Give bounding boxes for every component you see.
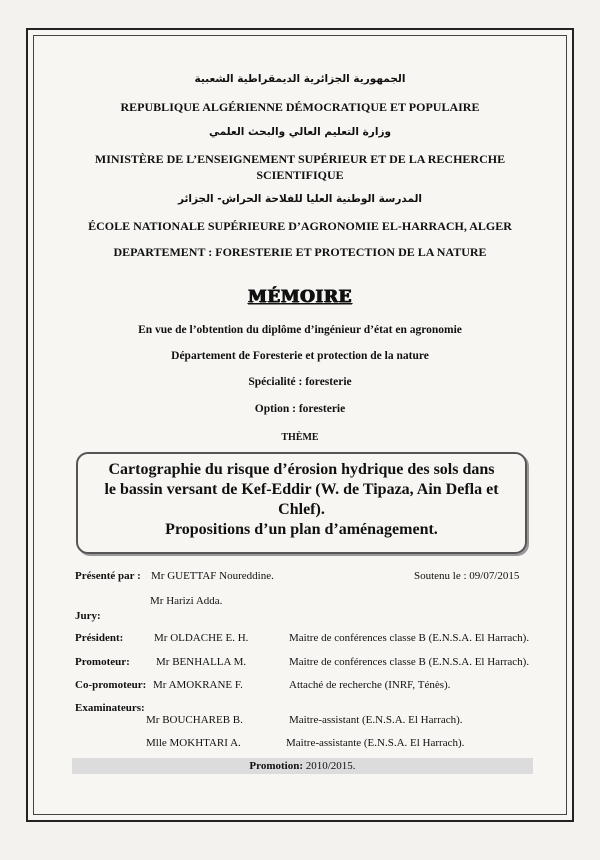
author-1: Mr GUETTAF Noureddine. [151,570,274,582]
theme-line-4: Propositions d’un plan d’aménagement. [165,521,438,538]
jury-title-promoteur: Maitre de conférences classe B (E.N.S.A. El Harrach). [289,656,530,668]
promotion-band [72,758,533,774]
theme-line-1: Cartographie du risque d’érosion hydrique des sols dans [108,461,495,478]
promotion-years: 2010/2015. [305,760,356,772]
theme-label: THÈME [281,432,319,443]
school-arabic: المدرسة الوطنية العليا للفلاحة الحراش- الجزائر [177,193,423,205]
presente-label: Présenté par : [75,570,141,582]
school-french: ÉCOLE NATIONALE SUPÉRIEURE D’AGRONOMIE EL-HARRACH, ALGER [88,219,512,233]
jury-label: Jury: [75,610,101,622]
theme-line-3: Chlef). [278,501,325,518]
ministry-arabic: وزارة التعليم العالي والبحث العلمي [208,126,392,138]
jury-title-president: Maitre de conférences classe B (E.N.S.A. El Harrach). [289,632,530,644]
examinateur-2-title: Maitre-assistante (E.N.S.A. El Harrach). [286,737,465,749]
specialite-line: Spécialité : foresterie [248,376,352,388]
diploma-purpose: En vue de l’obtention du diplôme d’ingénieur d’état en agronomie [138,324,462,336]
promotion-label: Promotion: [249,760,303,772]
examinateur-1-name: Mr BOUCHAREB B. [146,714,243,726]
option-line: Option : foresterie [254,403,346,415]
republic-french: REPUBLIQUE ALGÉRIENNE DÉMOCRATIQUE ET POPULAIRE [120,100,480,114]
jury-name-promoteur: Mr BENHALLA M. [156,656,247,668]
jury-name-copromoteur: Mr AMOKRANE F. [153,679,243,691]
department-header: DEPARTEMENT : FORESTERIE ET PROTECTION DE LA NATURE [113,245,487,259]
jury-role-president: Président: [75,632,124,644]
ministry-french-line1: MINISTÈRE DE L’ENSEIGNEMENT SUPÉRIEUR ET DE LA RECHERCHE [94,152,506,166]
theme-box [76,452,527,554]
jury-role-promoteur: Promoteur: [75,656,130,668]
ministry-french-line2: SCIENTIFIQUE [256,168,344,182]
theme-line-2: le bassin versant de Kef-Eddir (W. de Tipaza, Ain Defla et [104,481,499,498]
examinateur-2-name: Mlle MOKHTARI A. [146,737,241,749]
memoire-title: MÉMOIRE [248,287,352,307]
jury-title-copromoteur: Attaché de recherche (INRF, Ténès). [289,679,451,691]
department-line: Département de Foresterie et protection de la nature [171,350,429,362]
examinateur-1-title: Maitre-assistant (E.N.S.A. El Harrach). [289,714,463,726]
jury-role-copromoteur: Co-promoteur: [75,679,147,691]
jury-name-president: Mr OLDACHE E. H. [154,632,249,644]
examinateurs-label: Examinateurs: [75,702,145,714]
republic-arabic: الجمهورية الجزائرية الديمقراطية الشعبية [194,73,406,85]
author-2: Mr Harizi Adda. [150,595,223,607]
defense-date: Soutenu le : 09/07/2015 [414,570,520,582]
